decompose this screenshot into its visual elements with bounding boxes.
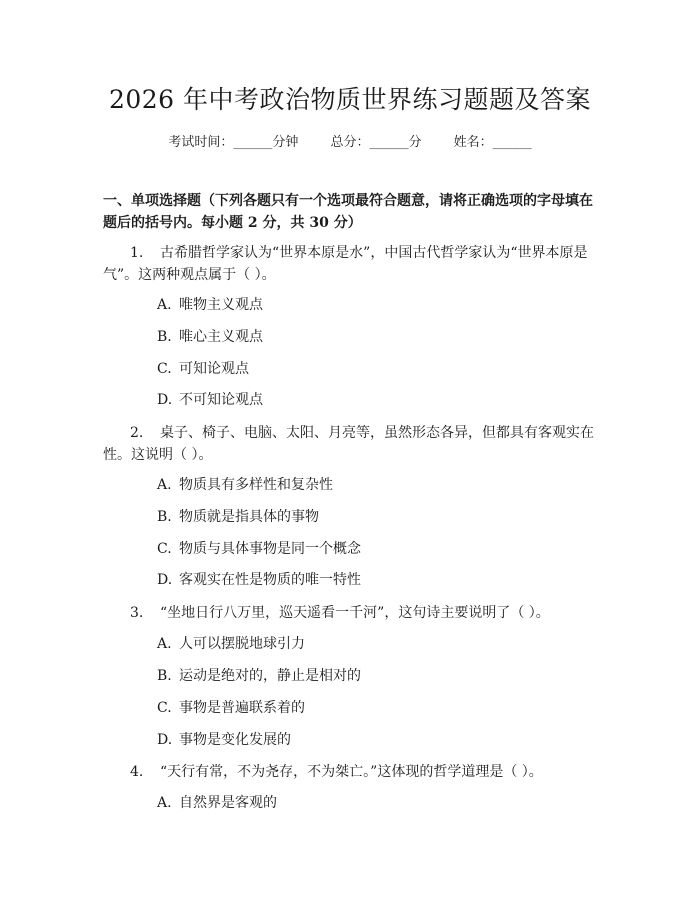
option-text: 唯物主义观点 [179, 297, 263, 313]
page-title: 2026 年中考政治物质世界练习题题及答案 [108, 85, 592, 114]
total-score-field: 总分：______分 [330, 135, 422, 150]
question-4 [103, 761, 603, 783]
option-text: 不可知论观点 [179, 392, 263, 408]
option-letter: D. [157, 572, 173, 588]
option-3d [157, 729, 291, 751]
option-letter: A. [157, 297, 172, 313]
option-text: 事物是普遍联系着的 [179, 700, 305, 716]
option-letter: C. [157, 541, 172, 557]
question-2 [103, 422, 603, 466]
option-letter: D. [157, 392, 173, 408]
question-text: “天行有常，不为尧存，不为桀亡。”这体现的哲学道理是（ ）。 [160, 764, 543, 780]
option-letter: C. [157, 361, 172, 377]
option-text: 人可以摆脱地球引力 [179, 636, 305, 652]
option-letter: B. [157, 329, 172, 345]
option-1d [157, 389, 263, 411]
option-text: 运动是绝对的，静止是相对的 [179, 668, 361, 684]
section-heading: 一、单项选择题（下列各题只有一个选项最符合题意，请将正确选项的字母填在题后的括号内。每小题 2 分，共 30 分） [103, 193, 593, 231]
option-2a [157, 474, 333, 496]
option-text: 自然界是客观的 [179, 795, 277, 811]
option-letter: A. [157, 477, 172, 493]
option-text: 物质与具体事物是同一个概念 [179, 541, 361, 557]
option-letter: B. [157, 668, 172, 684]
option-1b [157, 326, 263, 348]
option-3c [157, 697, 305, 719]
question-text: “坐地日行八万里，巡天遥看一千河”，这句诗主要说明了（ ）。 [160, 605, 550, 621]
option-text: 唯心主义观点 [179, 329, 263, 345]
option-letter: A. [157, 795, 172, 811]
option-text: 客观实在性是物质的唯一特性 [179, 572, 361, 588]
option-2c [157, 538, 361, 560]
student-name-field: 姓名：______ [453, 135, 532, 150]
option-text: 可知论观点 [179, 361, 249, 377]
question-number: 1. [130, 245, 144, 261]
option-1a [157, 294, 263, 316]
question-number: 3. [130, 605, 144, 621]
option-3a [157, 633, 305, 655]
option-text: 物质就是指具体的事物 [179, 509, 319, 525]
option-1c [157, 358, 249, 380]
question-number: 2. [130, 425, 144, 441]
exam-meta [0, 131, 700, 150]
option-3b [157, 665, 361, 687]
question-text: 古希腊哲学家认为“世界本原是水”，中国古代哲学家认为“世界本原是气”。这两种观点属于（ ）。 [103, 245, 588, 283]
option-text: 事物是变化发展的 [179, 732, 291, 748]
question-number: 4. [130, 764, 144, 780]
option-2b [157, 506, 319, 528]
option-letter: B. [157, 509, 172, 525]
option-letter: C. [157, 700, 172, 716]
question-3 [103, 602, 603, 624]
question-text: 桌子、椅子、电脑、太阳、月亮等，虽然形态各异，但都具有客观实在性。这说明（ ）。 [103, 425, 594, 463]
question-1 [103, 242, 603, 286]
option-4a [157, 792, 277, 814]
option-letter: A. [157, 636, 172, 652]
exam-time-field: 考试时间：______分钟 [168, 135, 299, 150]
option-text: 物质具有多样性和复杂性 [179, 477, 333, 493]
option-2d [157, 569, 361, 591]
option-letter: D. [157, 732, 173, 748]
